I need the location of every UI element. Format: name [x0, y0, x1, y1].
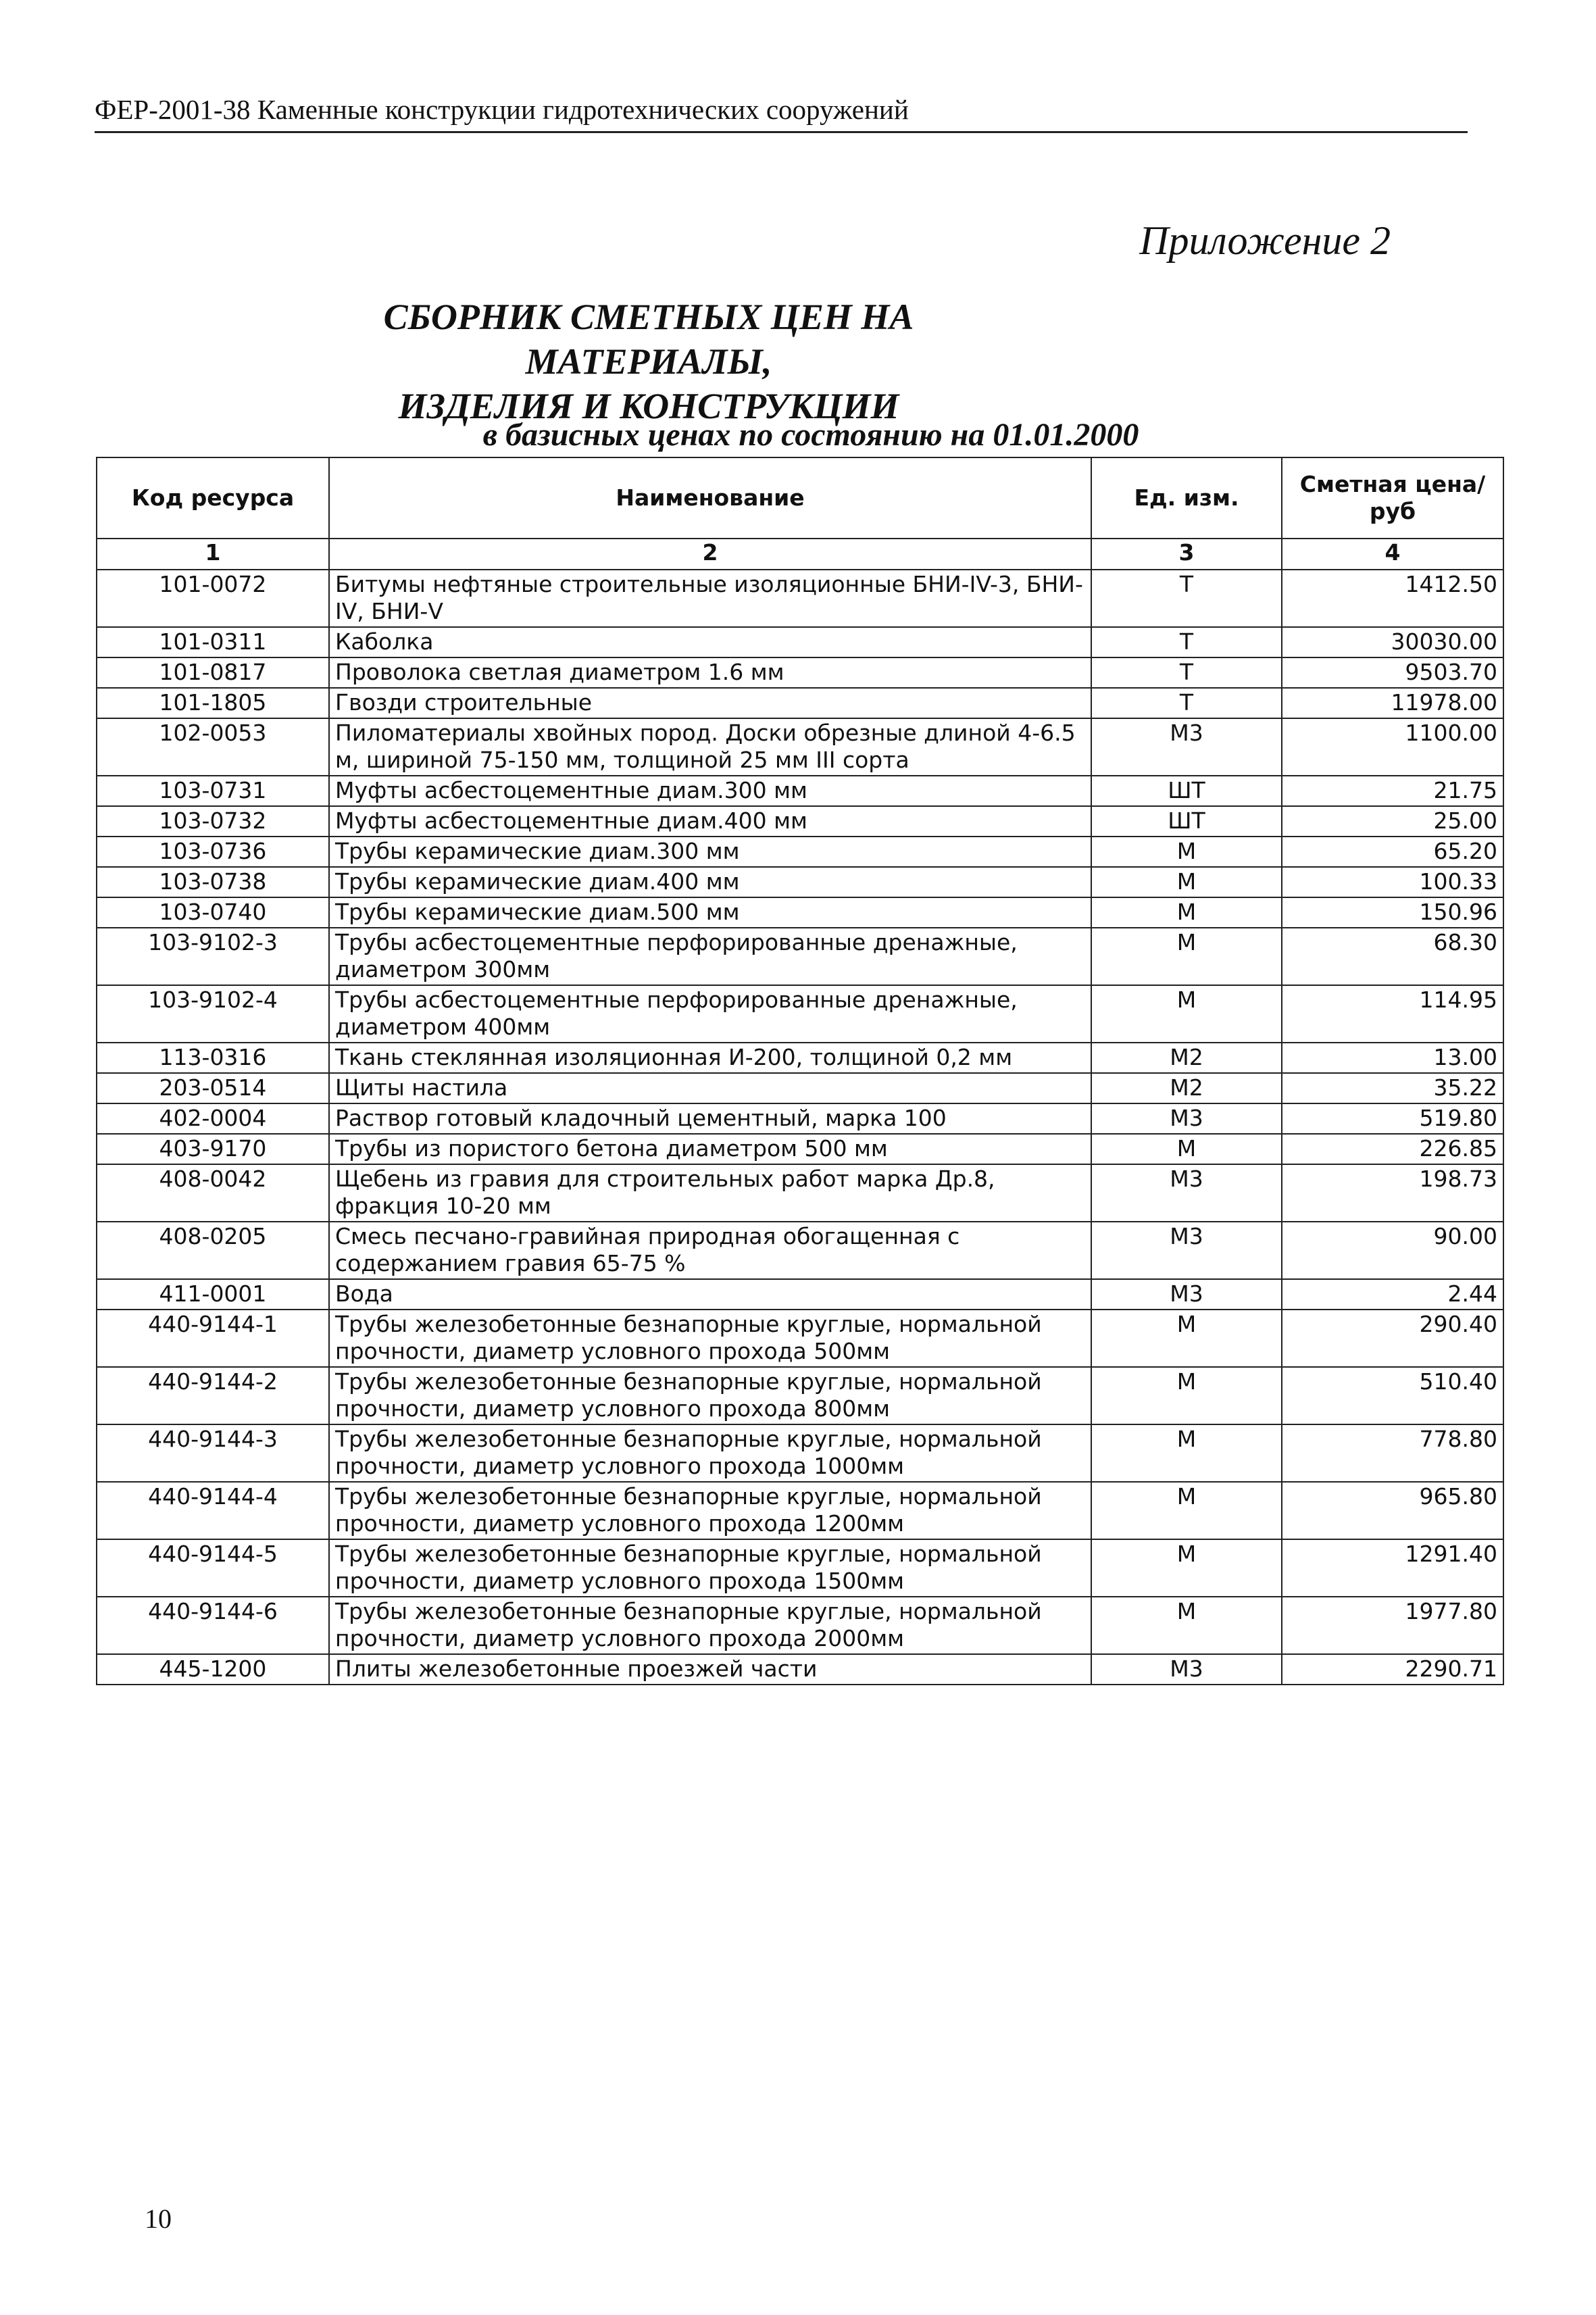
- resource-code-cell: 103-0738: [97, 867, 329, 897]
- resource-name-cell: Трубы асбестоцементные перфорированные дренажные, диаметром 300мм: [329, 928, 1091, 985]
- column-number-row: [97, 539, 1503, 570]
- unit-cell: М2: [1091, 1073, 1282, 1103]
- table-row: [97, 776, 1503, 806]
- column-header-price: Сметная цена/руб: [1282, 457, 1503, 539]
- resource-name-cell: Гвозди строительные: [329, 688, 1091, 718]
- unit-cell: М: [1091, 1539, 1282, 1597]
- resource-code-cell: 445-1200: [97, 1654, 329, 1685]
- table-row: [97, 1597, 1503, 1654]
- unit-cell: М3: [1091, 718, 1282, 776]
- unit-cell: М: [1091, 1482, 1282, 1539]
- price-cell: 510.40: [1282, 1367, 1503, 1424]
- table-row: [97, 1279, 1503, 1310]
- column-number: 3: [1091, 539, 1282, 570]
- price-cell: 290.40: [1282, 1310, 1503, 1367]
- resource-name-cell: Трубы железобетонные безнапорные круглые, нормальной прочности, диаметр условного прохода 1500мм: [329, 1539, 1091, 1597]
- appendix-label: Приложение 2: [1139, 218, 1391, 263]
- column-header-unit: Ед. изм.: [1091, 457, 1282, 539]
- table-row: [97, 1424, 1503, 1482]
- resource-name-cell: Смесь песчано-гравийная природная обогащенная с содержанием гравия 65-75 %: [329, 1222, 1091, 1279]
- resource-code-cell: 440-9144-2: [97, 1367, 329, 1424]
- column-header-code: Код ресурса: [97, 457, 329, 539]
- price-table-body: [97, 570, 1503, 1685]
- resource-name-cell: Щебень из гравия для строительных работ марка Др.8, фракция 10-20 мм: [329, 1164, 1091, 1222]
- document-title-line-1: СБОРНИК СМЕТНЫХ ЦЕН НА МАТЕРИАЛЫ,: [383, 297, 914, 382]
- unit-cell: М3: [1091, 1279, 1282, 1310]
- unit-cell: М: [1091, 1597, 1282, 1654]
- price-cell: 90.00: [1282, 1222, 1503, 1279]
- running-header: ФЕР-2001-38 Каменные конструкции гидротехнических сооружений: [95, 93, 1468, 133]
- price-cell: 778.80: [1282, 1424, 1503, 1482]
- unit-cell: ШТ: [1091, 806, 1282, 837]
- unit-cell: М: [1091, 897, 1282, 928]
- table-header-row: [97, 457, 1503, 539]
- price-cell: 1412.50: [1282, 570, 1503, 627]
- unit-cell: М3: [1091, 1164, 1282, 1222]
- resource-name-cell: Трубы керамические диам.400 мм: [329, 867, 1091, 897]
- resource-name-cell: Трубы керамические диам.300 мм: [329, 837, 1091, 867]
- price-table: [96, 457, 1504, 1685]
- column-number: 2: [329, 539, 1091, 570]
- document-title-line-2: ИЗДЕЛИЯ И КОНСТРУКЦИИ: [398, 386, 899, 426]
- price-cell: 9503.70: [1282, 657, 1503, 688]
- table-row: [97, 1134, 1503, 1164]
- resource-name-cell: Трубы железобетонные безнапорные круглые, нормальной прочности, диаметр условного прохода 800мм: [329, 1367, 1091, 1424]
- price-cell: 13.00: [1282, 1043, 1503, 1073]
- resource-code-cell: 403-9170: [97, 1134, 329, 1164]
- table-row: [97, 1103, 1503, 1134]
- table-row: [97, 1073, 1503, 1103]
- resource-name-cell: Трубы железобетонные безнапорные круглые, нормальной прочности, диаметр условного прохода 500мм: [329, 1310, 1091, 1367]
- resource-name-cell: Трубы железобетонные безнапорные круглые, нормальной прочности, диаметр условного прохода 1200мм: [329, 1482, 1091, 1539]
- resource-name-cell: Муфты асбестоцементные диам.400 мм: [329, 806, 1091, 837]
- resource-code-cell: 203-0514: [97, 1073, 329, 1103]
- table-row: [97, 1310, 1503, 1367]
- table-row: [97, 1539, 1503, 1597]
- price-cell: 1977.80: [1282, 1597, 1503, 1654]
- resource-code-cell: 440-9144-4: [97, 1482, 329, 1539]
- resource-code-cell: 101-0072: [97, 570, 329, 627]
- resource-name-cell: Щиты настила: [329, 1073, 1091, 1103]
- resource-code-cell: 440-9144-6: [97, 1597, 329, 1654]
- resource-name-cell: Проволока светлая диаметром 1.6 мм: [329, 657, 1091, 688]
- unit-cell: М3: [1091, 1654, 1282, 1685]
- resource-name-cell: Пиломатериалы хвойных пород. Доски обрезные длиной 4-6.5 м, шириной 75-150 мм, толщиной 25 мм III сорта: [329, 718, 1091, 776]
- price-cell: 114.95: [1282, 985, 1503, 1043]
- resource-code-cell: 103-0736: [97, 837, 329, 867]
- resource-code-cell: 408-0042: [97, 1164, 329, 1222]
- resource-name-cell: Трубы железобетонные безнапорные круглые, нормальной прочности, диаметр условного прохода 1000мм: [329, 1424, 1091, 1482]
- unit-cell: М: [1091, 1134, 1282, 1164]
- table-row: [97, 985, 1503, 1043]
- price-cell: 2.44: [1282, 1279, 1503, 1310]
- unit-cell: М3: [1091, 1103, 1282, 1134]
- unit-cell: М: [1091, 985, 1282, 1043]
- price-cell: 150.96: [1282, 897, 1503, 928]
- price-cell: 25.00: [1282, 806, 1503, 837]
- table-row: [97, 1654, 1503, 1685]
- resource-code-cell: 113-0316: [97, 1043, 329, 1073]
- resource-name-cell: Плиты железобетонные проезжей части: [329, 1654, 1091, 1685]
- column-number: 4: [1282, 539, 1503, 570]
- price-cell: 198.73: [1282, 1164, 1503, 1222]
- table-row: [97, 1367, 1503, 1424]
- unit-cell: Т: [1091, 657, 1282, 688]
- price-cell: 11978.00: [1282, 688, 1503, 718]
- resource-name-cell: Ткань стеклянная изоляционная И-200, толщиной 0,2 мм: [329, 1043, 1091, 1073]
- page-number: 10: [145, 2204, 172, 2234]
- resource-code-cell: 411-0001: [97, 1279, 329, 1310]
- price-cell: 30030.00: [1282, 627, 1503, 657]
- resource-code-cell: 103-9102-4: [97, 985, 329, 1043]
- resource-code-cell: 102-0053: [97, 718, 329, 776]
- unit-cell: М3: [1091, 1222, 1282, 1279]
- resource-name-cell: Каболка: [329, 627, 1091, 657]
- resource-code-cell: 101-1805: [97, 688, 329, 718]
- unit-cell: ШТ: [1091, 776, 1282, 806]
- resource-code-cell: 101-0311: [97, 627, 329, 657]
- table-row: [97, 1043, 1503, 1073]
- unit-cell: М: [1091, 1367, 1282, 1424]
- resource-name-cell: Трубы асбестоцементные перфорированные дренажные, диаметром 400мм: [329, 985, 1091, 1043]
- resource-code-cell: 103-0731: [97, 776, 329, 806]
- resource-name-cell: Раствор готовый кладочный цементный, марка 100: [329, 1103, 1091, 1134]
- resource-code-cell: 440-9144-5: [97, 1539, 329, 1597]
- resource-code-cell: 402-0004: [97, 1103, 329, 1134]
- unit-cell: М2: [1091, 1043, 1282, 1073]
- unit-cell: М: [1091, 867, 1282, 897]
- resource-code-cell: 440-9144-3: [97, 1424, 329, 1482]
- price-cell: 519.80: [1282, 1103, 1503, 1134]
- price-cell: 1291.40: [1282, 1539, 1503, 1597]
- document-subtitle: в базисных ценах по состоянию на 01.01.2000: [482, 417, 1139, 453]
- resource-code-cell: 440-9144-1: [97, 1310, 329, 1367]
- column-number: 1: [97, 539, 329, 570]
- unit-cell: Т: [1091, 627, 1282, 657]
- price-cell: 21.75: [1282, 776, 1503, 806]
- table-row: [97, 1164, 1503, 1222]
- resource-code-cell: 103-0740: [97, 897, 329, 928]
- document-title: [378, 295, 919, 428]
- table-row: [97, 688, 1503, 718]
- table-row: [97, 867, 1503, 897]
- resource-name-cell: Вода: [329, 1279, 1091, 1310]
- resource-name-cell: Трубы керамические диам.500 мм: [329, 897, 1091, 928]
- unit-cell: М: [1091, 1424, 1282, 1482]
- unit-cell: Т: [1091, 570, 1282, 627]
- resource-code-cell: 103-0732: [97, 806, 329, 837]
- price-cell: 965.80: [1282, 1482, 1503, 1539]
- column-header-name: Наименование: [329, 457, 1091, 539]
- table-row: [97, 718, 1503, 776]
- price-cell: 100.33: [1282, 867, 1503, 897]
- table-row: [97, 570, 1503, 627]
- price-cell: 65.20: [1282, 837, 1503, 867]
- price-cell: 2290.71: [1282, 1654, 1503, 1685]
- table-row: [97, 928, 1503, 985]
- price-cell: 68.30: [1282, 928, 1503, 985]
- resource-code-cell: 408-0205: [97, 1222, 329, 1279]
- table-row: [97, 806, 1503, 837]
- unit-cell: М: [1091, 1310, 1282, 1367]
- price-cell: 226.85: [1282, 1134, 1503, 1164]
- resource-name-cell: Трубы железобетонные безнапорные круглые, нормальной прочности, диаметр условного прохода 2000мм: [329, 1597, 1091, 1654]
- table-row: [97, 837, 1503, 867]
- table-row: [97, 657, 1503, 688]
- table-row: [97, 1222, 1503, 1279]
- unit-cell: Т: [1091, 688, 1282, 718]
- resource-name-cell: Трубы из пористого бетона диаметром 500 мм: [329, 1134, 1091, 1164]
- table-row: [97, 897, 1503, 928]
- resource-code-cell: 101-0817: [97, 657, 329, 688]
- table-row: [97, 1482, 1503, 1539]
- resource-code-cell: 103-9102-3: [97, 928, 329, 985]
- unit-cell: М: [1091, 928, 1282, 985]
- table-row: [97, 627, 1503, 657]
- unit-cell: М: [1091, 837, 1282, 867]
- resource-name-cell: Муфты асбестоцементные диам.300 мм: [329, 776, 1091, 806]
- price-cell: 35.22: [1282, 1073, 1503, 1103]
- resource-name-cell: Битумы нефтяные строительные изоляционные БНИ-IV-3, БНИ-IV, БНИ-V: [329, 570, 1091, 627]
- price-cell: 1100.00: [1282, 718, 1503, 776]
